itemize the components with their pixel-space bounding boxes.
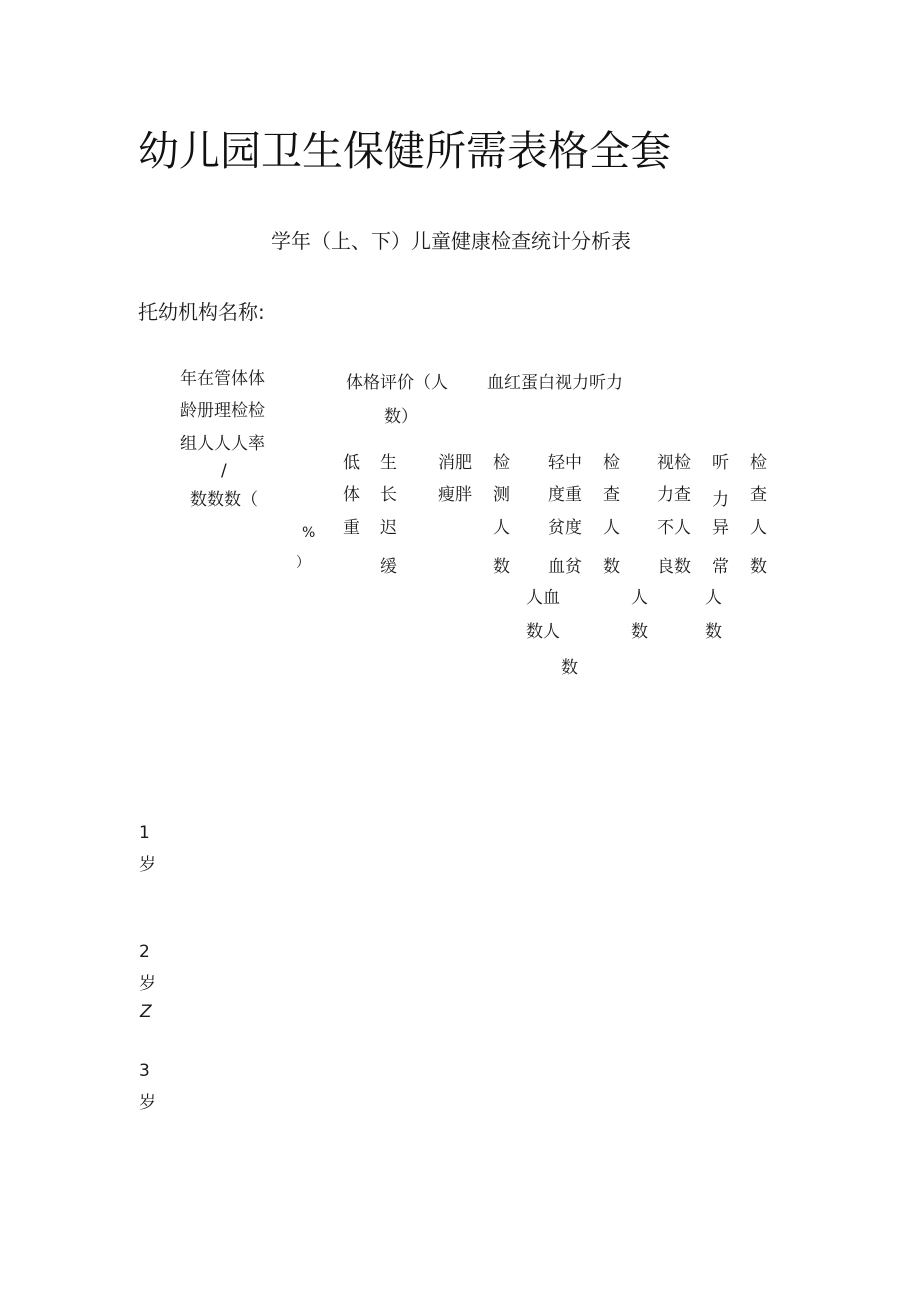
col-char: 人 (493, 518, 510, 538)
col-char: 听 (712, 453, 729, 473)
col-char: 数 (493, 557, 510, 577)
col-char: 数 (603, 557, 620, 577)
col-char: 人 (750, 518, 767, 538)
col-char: 检 (493, 453, 510, 473)
left-header-line: 年在管体体 (180, 369, 265, 389)
col-char: 测 (493, 485, 510, 505)
col-char: 数 (631, 622, 648, 642)
age-unit: 岁 (139, 1093, 156, 1113)
physique-eval-header: 体格评价（人 (346, 373, 448, 393)
percent-sign: % (302, 525, 316, 541)
left-header-slash: / (221, 461, 227, 481)
left-header-line: 龄册理检检 (180, 401, 265, 421)
physique-eval-header-cont: 数） (384, 407, 418, 427)
age-unit: 岁 (139, 855, 156, 875)
col-char: 数人 (526, 622, 560, 642)
age-number: 1 (139, 823, 150, 843)
col-char: 数 (705, 622, 722, 642)
left-header-line: 数数数（ (190, 490, 258, 510)
col-char: 人 (705, 588, 722, 608)
col-char: 消肥 (438, 453, 472, 473)
col-char: 不人 (657, 518, 691, 538)
left-header-line: 组人人人率 (180, 434, 265, 454)
col-char: 常 (712, 557, 729, 577)
col-char: 人血 (526, 588, 560, 608)
hb-vision-hearing-header: 血红蛋白视力听力 (487, 373, 623, 393)
col-char: 数 (750, 557, 767, 577)
org-name-label: 托幼机构名称: (138, 300, 265, 324)
col-char: 迟 (380, 518, 397, 538)
col-char: 检 (750, 453, 767, 473)
col-char: 低 (343, 453, 360, 473)
table-subtitle: 学年（上、下）儿童健康检查统计分析表 (271, 229, 631, 253)
close-paren: ） (296, 555, 310, 571)
col-char: 异 (712, 518, 729, 538)
col-char: 重 (343, 518, 360, 538)
col-char: 贫度 (548, 518, 582, 538)
age-extra-mark: Z (140, 1002, 152, 1022)
col-char: 力 (712, 490, 729, 510)
age-number: 2 (139, 942, 150, 962)
col-char: 缓 (380, 557, 397, 577)
col-char: 视检 (657, 453, 691, 473)
page-title: 幼儿园卫生保健所需表格全套 (138, 127, 671, 175)
col-char: 生 (380, 453, 397, 473)
col-char: 体 (343, 485, 360, 505)
col-char: 长 (380, 485, 397, 505)
col-char: 人 (631, 588, 648, 608)
age-unit: 岁 (139, 974, 156, 994)
col-char: 力查 (657, 485, 691, 505)
col-char: 查 (750, 485, 767, 505)
col-char: 检 (603, 453, 620, 473)
col-char: 数 (561, 658, 578, 678)
col-char: 瘦胖 (438, 485, 472, 505)
age-number: 3 (139, 1061, 150, 1081)
col-char: 轻中 (548, 453, 582, 473)
col-char: 度重 (548, 485, 582, 505)
col-char: 查 (603, 485, 620, 505)
col-char: 血贫 (548, 557, 582, 577)
col-char: 人 (603, 518, 620, 538)
col-char: 良数 (657, 557, 691, 577)
